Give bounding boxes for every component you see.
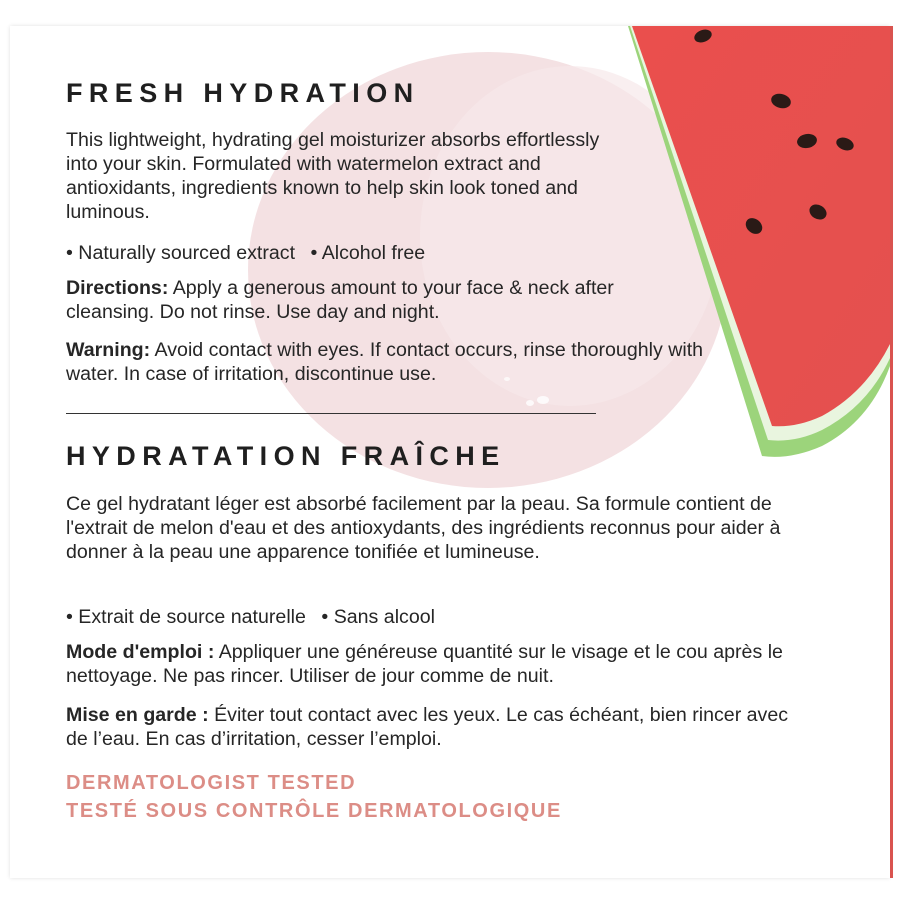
french-directions bbox=[66, 640, 806, 688]
bullet-extrait-naturelle: • Extrait de source naturelle bbox=[66, 606, 306, 628]
section-divider bbox=[66, 413, 596, 414]
english-bullets bbox=[66, 241, 425, 265]
directions-label: Directions: bbox=[66, 277, 169, 299]
english-description: This lightweight, hydrating gel moisturizer absorbs effortlessly into your skin. Formulated with watermelon extract and antioxidants, ingredients known to help skin look toned and luminous. bbox=[66, 129, 600, 223]
bullet-alcohol-free: • Alcohol free bbox=[310, 242, 426, 264]
mise-en-garde-label: Mise en garde : bbox=[66, 704, 209, 726]
french-heading: HYDRATATION FRAÎCHE bbox=[66, 441, 506, 471]
mise-en-garde-text: Éviter tout contact avec les yeux. Le cas échéant, bien rincer avec de l’eau. En cas d’irritation, cesser l’emploi. bbox=[66, 704, 789, 750]
dermatologist-tested-claim: DERMATOLOGIST TESTED bbox=[66, 772, 357, 794]
french-bullets bbox=[66, 605, 435, 629]
mode-emploi-text: Appliquer une généreuse quantité sur le visage et le cou après le nettoyage. Ne pas rincer. Utiliser de jour comme de nuit. bbox=[66, 641, 783, 687]
english-warning bbox=[66, 338, 706, 386]
bullet-naturally-sourced: • Naturally sourced extract bbox=[66, 242, 296, 264]
bullet-sans-alcool: • Sans alcool bbox=[321, 606, 435, 628]
directions-text: Apply a generous amount to your face & neck after cleansing. Do not rinse. Use day and night. bbox=[66, 277, 614, 323]
warning-label: Warning: bbox=[66, 339, 151, 361]
french-description: Ce gel hydratant léger est absorbé facilement par la peau. Sa formule contient de l'extrait de melon d'eau et des antioxydants, des ingrédients reconnus pour aider à donner à la peau une apparence tonifiée et lumineuse. bbox=[66, 493, 781, 563]
warning-text: Avoid contact with eyes. If contact occurs, rinse thoroughly with water. In case of irritation, discontinue use. bbox=[66, 339, 704, 385]
english-directions bbox=[66, 276, 686, 324]
english-heading: FRESH HYDRATION bbox=[66, 78, 420, 108]
mode-emploi-label: Mode d'emploi : bbox=[66, 641, 215, 663]
french-warning bbox=[66, 703, 811, 751]
dermatologique-claim: TESTÉ SOUS CONTRÔLE DERMATOLOGIQUE bbox=[66, 800, 562, 822]
